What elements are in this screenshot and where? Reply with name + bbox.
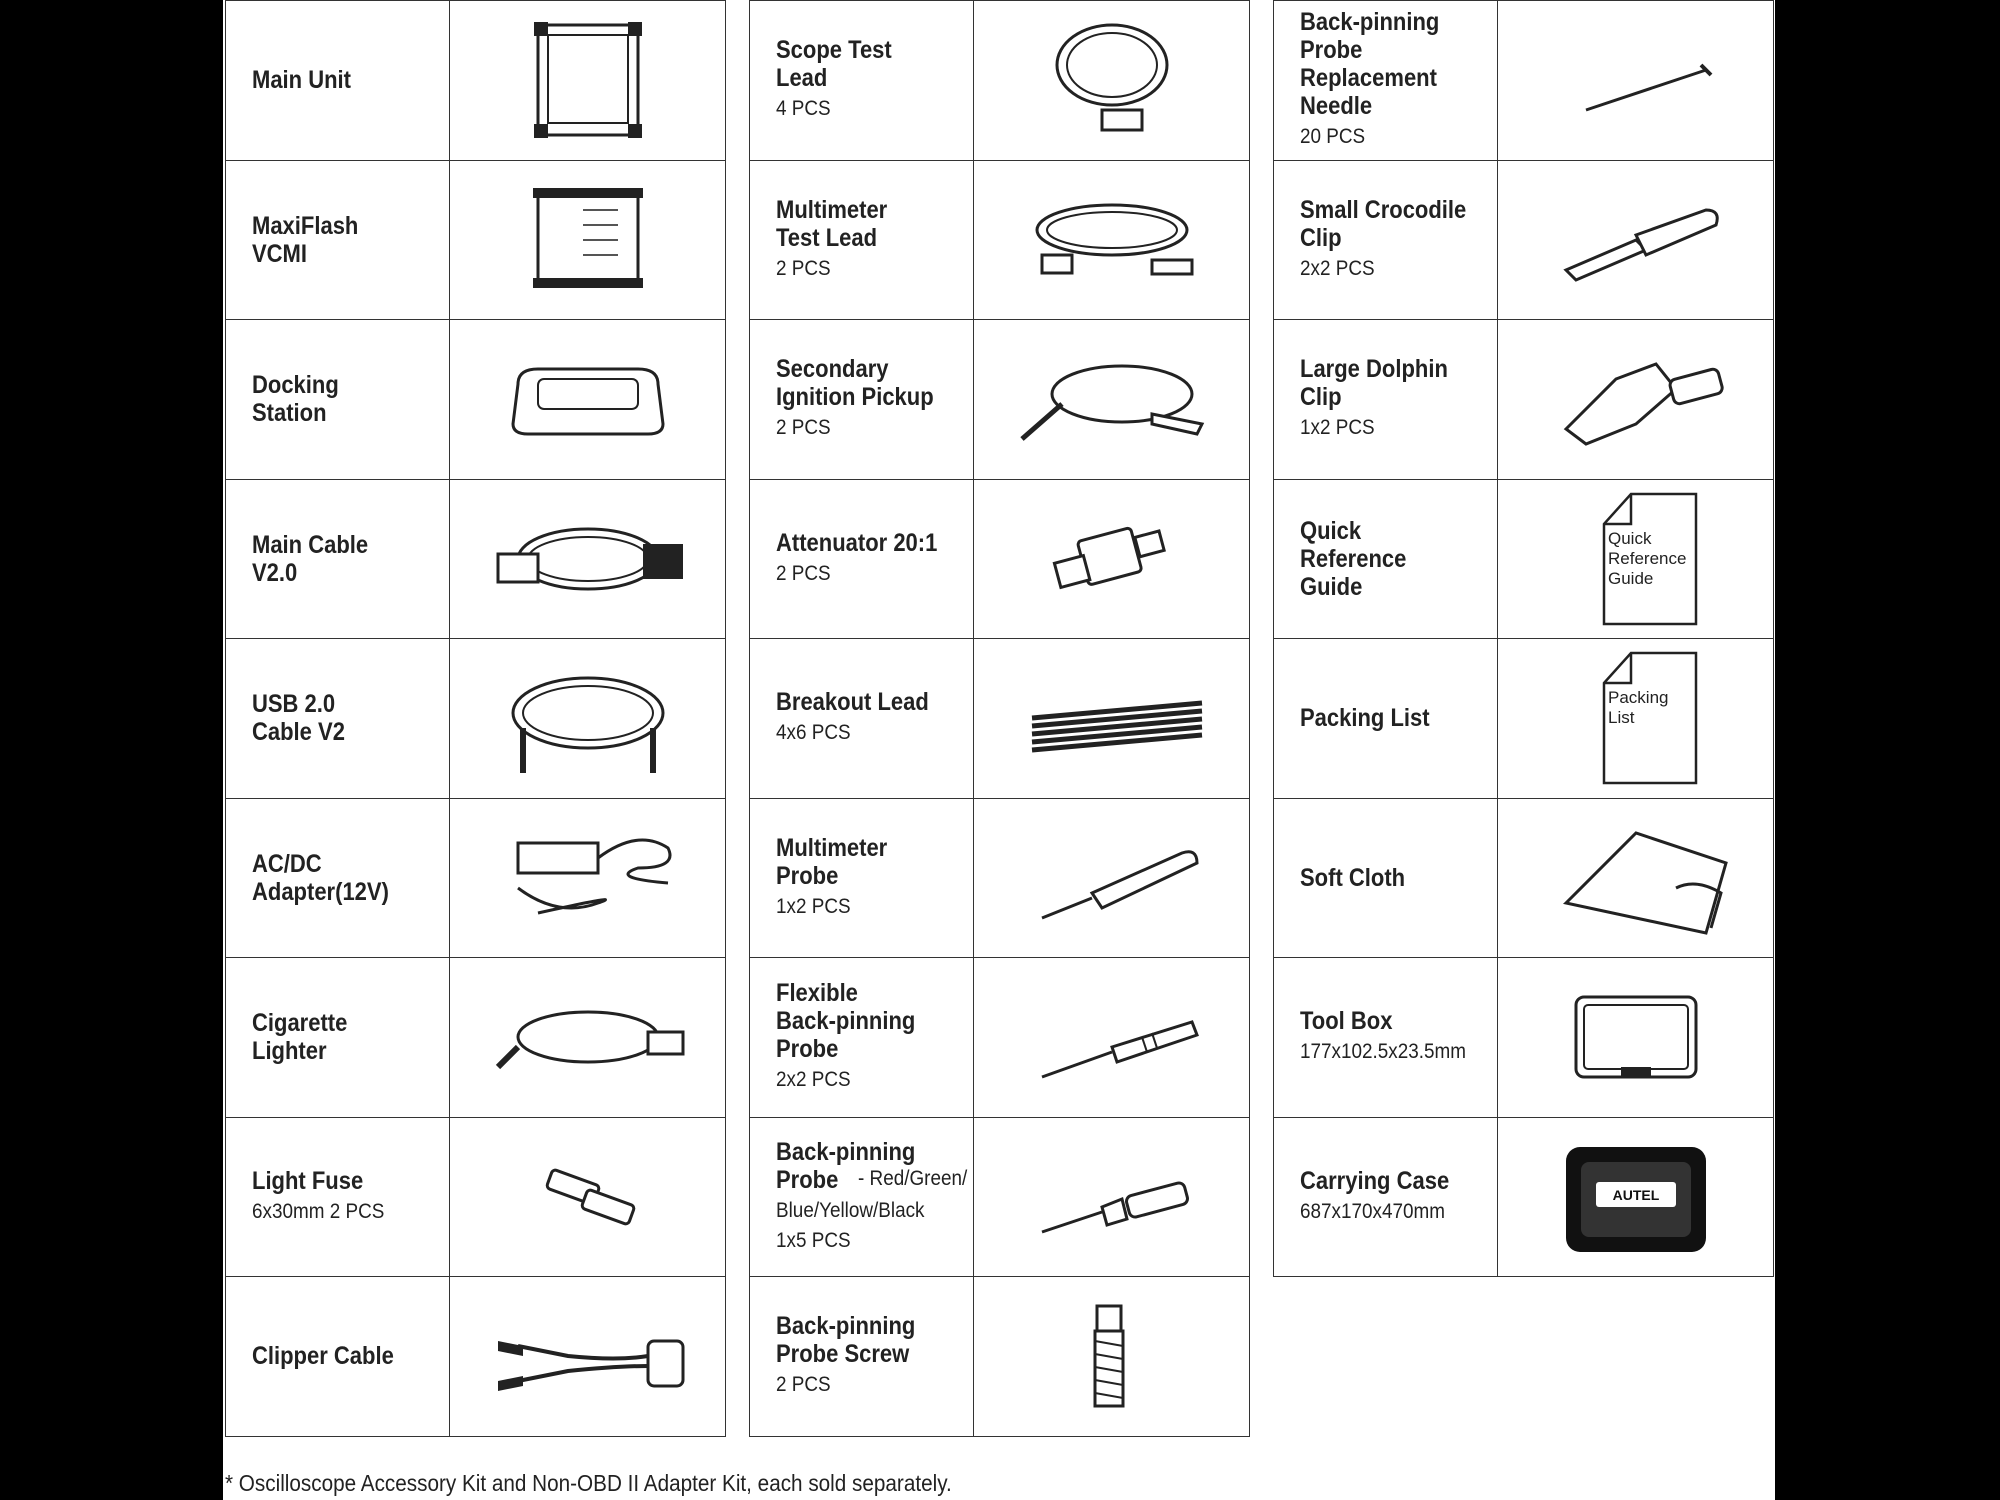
item-name-cell bbox=[225, 638, 450, 799]
item-image-cell bbox=[1497, 0, 1774, 161]
item-image-cell bbox=[449, 957, 726, 1118]
svg-text:AUTEL: AUTEL bbox=[1612, 1186, 1659, 1203]
item-image-cell bbox=[449, 319, 726, 480]
multimeter-probe-icon bbox=[1002, 808, 1222, 948]
item-image-cell bbox=[1497, 319, 1774, 480]
item-name-cell bbox=[749, 319, 974, 480]
usb-cable-icon bbox=[478, 648, 698, 788]
item-name-cell bbox=[1273, 0, 1498, 161]
item-image-cell bbox=[973, 798, 1250, 959]
item-title: Small Crocodile Clip bbox=[1300, 195, 1467, 252]
item-title: Attenuator 20:1 bbox=[776, 528, 938, 557]
item-image-cell bbox=[973, 638, 1250, 799]
breakout-lead-icon bbox=[1002, 648, 1222, 788]
item-quantity: Blue/Yellow/Black bbox=[776, 1198, 925, 1222]
carrying-case-icon bbox=[1526, 1127, 1746, 1267]
item-image-cell bbox=[1497, 638, 1774, 799]
item-title: Back-pinning Probe Replacement Needle bbox=[1300, 8, 1440, 121]
item-title: Main Unit bbox=[252, 66, 351, 95]
item-name-cell bbox=[225, 1117, 450, 1278]
item-title: Main Cable V2.0 bbox=[252, 530, 369, 587]
item-image-cell bbox=[973, 0, 1250, 161]
item-title: Multimeter Probe bbox=[776, 833, 888, 890]
item-name-cell bbox=[1273, 798, 1498, 959]
svg-text:Packing: Packing bbox=[1607, 688, 1668, 708]
item-image-cell bbox=[1497, 1117, 1774, 1278]
item-title: Breakout Lead bbox=[776, 688, 929, 717]
item-name-cell bbox=[225, 160, 450, 321]
probe-screw-icon bbox=[1002, 1286, 1222, 1426]
item-quantity: 4x6 PCS bbox=[776, 721, 851, 745]
item-image-cell bbox=[973, 160, 1250, 321]
item-name-cell bbox=[749, 798, 974, 959]
svg-text:List: List bbox=[1607, 708, 1634, 728]
item-image-cell bbox=[973, 319, 1250, 480]
item-image-cell bbox=[1497, 957, 1774, 1118]
item-image-cell bbox=[449, 798, 726, 959]
item-name-cell bbox=[749, 957, 974, 1118]
item-name-cell bbox=[1273, 319, 1498, 480]
backpin-probe-icon bbox=[1002, 1127, 1222, 1267]
item-quantity-extra: 1x5 PCS bbox=[776, 1228, 851, 1252]
item-name-cell bbox=[225, 319, 450, 480]
item-image-cell bbox=[449, 479, 726, 640]
item-quantity: 6x30mm 2 PCS bbox=[252, 1199, 385, 1223]
item-title: Docking Station bbox=[252, 371, 339, 428]
document-icon bbox=[1526, 648, 1746, 788]
item-quantity: 1x2 PCS bbox=[776, 894, 851, 918]
item-image-cell bbox=[449, 0, 726, 161]
attenuator-icon bbox=[1002, 489, 1222, 629]
item-image-cell bbox=[449, 160, 726, 321]
item-image-cell bbox=[1497, 479, 1774, 640]
item-name-cell bbox=[225, 798, 450, 959]
item-title: USB 2.0 Cable V2 bbox=[252, 690, 345, 747]
item-title: Back-pinning Probe Screw bbox=[776, 1312, 916, 1369]
item-image-cell bbox=[973, 1117, 1250, 1278]
cloth-icon bbox=[1526, 808, 1746, 948]
item-title: Quick Reference Guide bbox=[1300, 516, 1407, 601]
item-quantity: 2 PCS bbox=[776, 256, 831, 280]
item-title: Soft Cloth bbox=[1300, 863, 1406, 892]
item-name-cell bbox=[225, 957, 450, 1118]
item-quantity: 2 PCS bbox=[776, 416, 831, 440]
footnote: * Oscilloscope Accessory Kit and Non-OBD II Adapter Kit, each sold separately. bbox=[225, 1470, 952, 1496]
crocodile-clip-icon bbox=[1526, 170, 1746, 310]
item-title: Tool Box bbox=[1300, 1007, 1393, 1036]
document-icon bbox=[1526, 489, 1746, 629]
item-name-cell bbox=[749, 638, 974, 799]
item-image-cell bbox=[973, 479, 1250, 640]
multimeter-lead-icon bbox=[1002, 170, 1222, 310]
tablet-icon bbox=[478, 10, 698, 150]
item-image-cell bbox=[449, 1117, 726, 1278]
clipper-cable-icon bbox=[478, 1286, 698, 1426]
item-quantity: 1x2 PCS bbox=[1300, 416, 1375, 440]
flexible-probe-icon bbox=[1002, 967, 1222, 1107]
svg-text:Quick: Quick bbox=[1607, 528, 1651, 548]
item-name-cell bbox=[225, 0, 450, 161]
vcmi-icon bbox=[478, 170, 698, 310]
item-quantity: 4 PCS bbox=[776, 97, 831, 121]
ignition-pickup-icon bbox=[1002, 329, 1222, 469]
item-title: Secondary Ignition Pickup bbox=[776, 355, 934, 412]
item-image-cell bbox=[449, 638, 726, 799]
item-title: Scope Test Lead bbox=[776, 36, 892, 93]
adapter-icon bbox=[478, 808, 698, 948]
item-title: Carrying Case bbox=[1300, 1166, 1450, 1195]
docking-station-icon bbox=[478, 329, 698, 469]
svg-text:Reference: Reference bbox=[1607, 548, 1686, 568]
item-name-cell bbox=[1273, 957, 1498, 1118]
item-image-cell bbox=[449, 1276, 726, 1437]
packing-list-sheet bbox=[223, 0, 1775, 1500]
item-image-cell bbox=[1497, 160, 1774, 321]
item-name-cell bbox=[749, 160, 974, 321]
item-name-cell bbox=[225, 1276, 450, 1437]
item-quantity: 2 PCS bbox=[776, 561, 831, 585]
toolbox-icon bbox=[1526, 967, 1746, 1107]
item-name-cell bbox=[1273, 638, 1498, 799]
fuse-icon bbox=[478, 1127, 698, 1267]
item-quantity: 687x170x470mm bbox=[1300, 1199, 1445, 1223]
item-title: Multimeter Test Lead bbox=[776, 195, 888, 252]
item-title: Light Fuse bbox=[252, 1166, 364, 1195]
item-quantity: 2x2 PCS bbox=[776, 1068, 851, 1092]
item-title: Packing List bbox=[1300, 704, 1430, 733]
item-name-cell bbox=[1273, 479, 1498, 640]
item-name-cell bbox=[749, 479, 974, 640]
item-quantity: 2 PCS bbox=[776, 1373, 831, 1397]
svg-text:Guide: Guide bbox=[1607, 568, 1653, 588]
item-image-cell bbox=[1497, 798, 1774, 959]
item-title: Clipper Cable bbox=[252, 1342, 394, 1371]
item-title: AC/DC Adapter(12V) bbox=[252, 849, 389, 906]
main-cable-icon bbox=[478, 489, 698, 629]
item-title: Large Dolphin Clip bbox=[1300, 355, 1448, 412]
item-name-cell bbox=[1273, 1117, 1498, 1278]
item-title: MaxiFlash VCMI bbox=[252, 211, 359, 268]
needle-icon bbox=[1526, 10, 1746, 150]
item-quantity: 20 PCS bbox=[1300, 125, 1366, 149]
item-quantity: 2x2 PCS bbox=[1300, 256, 1375, 280]
item-title: Cigarette Lighter bbox=[252, 1009, 348, 1066]
item-name-cell bbox=[749, 0, 974, 161]
item-title-suffix: - Red/Green/ bbox=[858, 1166, 968, 1190]
item-name-cell bbox=[749, 1276, 974, 1437]
item-name-cell bbox=[749, 1117, 974, 1278]
cigarette-lighter-icon bbox=[478, 967, 698, 1107]
item-title: Back-pinning Probe bbox=[776, 1137, 916, 1194]
item-title: Flexible Back-pinning Probe bbox=[776, 979, 916, 1064]
dolphin-clip-icon bbox=[1526, 329, 1746, 469]
item-name-cell bbox=[225, 479, 450, 640]
item-quantity: 177x102.5x23.5mm bbox=[1300, 1040, 1467, 1064]
item-image-cell bbox=[973, 1276, 1250, 1437]
item-image-cell bbox=[973, 957, 1250, 1118]
scope-lead-icon bbox=[1002, 10, 1222, 150]
item-name-cell bbox=[1273, 160, 1498, 321]
